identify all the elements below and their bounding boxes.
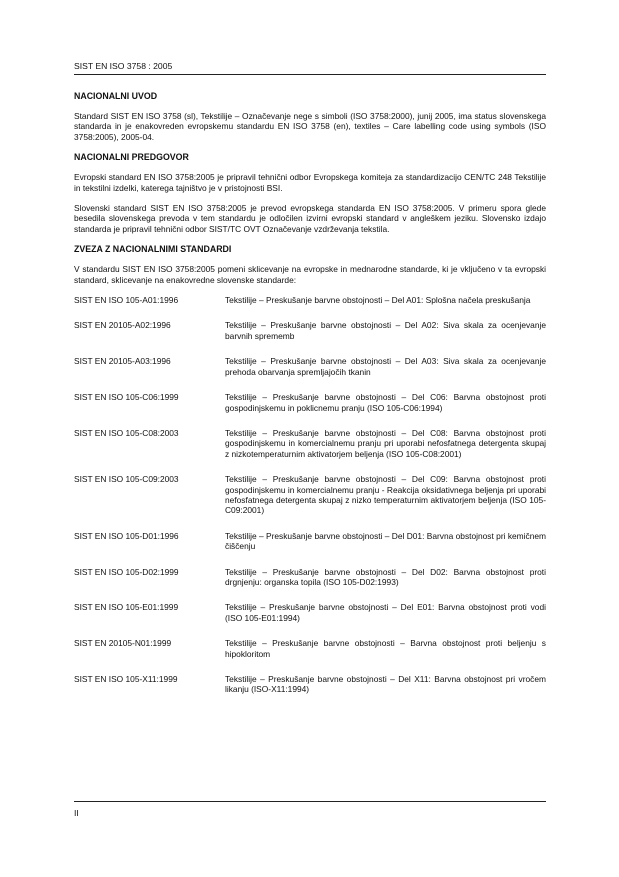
standard-code: SIST EN 20105-A02:1996 <box>74 320 171 331</box>
document-content <box>74 91 546 710</box>
standard-title: Tekstilije – Preskušanje barvne obstojnosti – Del A03: Siva skala za ocenjevanje prehoda obarvanja spremljajočih tkanin <box>225 356 546 377</box>
standard-title: Tekstilije – Preskušanje barvne obstojnosti – Del D01: Barvna obstojnost pri kemičnem čiščenju <box>225 530 546 552</box>
paragraph: Slovenski standard SIST EN ISO 3758:2005 je prevod evropskega standarda EN ISO 3758:2005. V primeru spora glede besedila slovenskega prevoda v tem standardu je odločilen izvirni evropski standard v angleškem jeziku. Slovensko izdajo standarda je pripravil tehnični odbor SIST/TC OVT Označevanje vzdrževanja tekstila. <box>74 203 546 234</box>
page-number: II <box>74 808 79 818</box>
standard-title: Tekstilije – Preskušanje barvne obstojnosti – Del A02: Siva skala za ocenjevanje barvnih sprememb <box>225 320 546 341</box>
header-rule <box>74 74 546 75</box>
standard-code: SIST EN ISO 105-D01:1996 <box>74 530 179 541</box>
standard-title: Tekstilije – Preskušanje barvne obstojnosti – Del D02: Barvna obstojnost proti drgnjenju: organska topila (ISO 105-D02:1993) <box>225 566 546 587</box>
standard-title: Tekstilije – Preskušanje barvne obstojnosti – Barvna obstojnost proti beljenju s hipokloritom <box>225 638 546 659</box>
standard-row <box>74 531 546 552</box>
standard-row <box>74 392 546 413</box>
standard-title: Tekstilije – Preskušanje barvne obstojnosti – Del X11: Barvna obstojnost pri vročem likanju (ISO-X11:1994) <box>225 674 546 695</box>
section-heading: ZVEZA Z NACIONALNIMI STANDARDI <box>74 244 232 255</box>
section-zveza-z-nacionalnimi-standardi <box>74 244 546 695</box>
standard-title: Tekstilije – Preskušanje barvne obstojnosti – Del A01: Splošna načela preskušanja <box>225 295 531 306</box>
standard-code: SIST EN ISO 105-C06:1999 <box>74 392 179 403</box>
standards-list <box>74 295 546 695</box>
standard-row <box>74 602 546 623</box>
standard-title: Tekstilije – Preskušanje barvne obstojnosti – Del E01: Barvna obstojnost proti vodi (ISO 105-E01:1994) <box>225 602 546 623</box>
standard-row <box>74 320 546 341</box>
standard-code: SIST EN ISO 105-X11:1999 <box>74 674 178 684</box>
section-nacionalni-predgovor <box>74 152 546 234</box>
standard-title: Tekstilije – Preskušanje barvne obstojnosti – Del C09: Barvna obstojnost proti gospodinjskemu in komercialnemu pranju - Reakcija oksidativnega beljenja pri uporabi nefosfatnega detergenta skupaj z nizko temperaturnim aktivatorjem beljenja (ISO 105-C09:2001) <box>225 474 546 516</box>
standard-title: Tekstilije – Preskušanje barvne obstojnosti – Del C08: Barvna obstojnost proti gospodinjskemu in komercialnemu pranju pri uporabi nefosfatnega detergenta skupaj z nizkotemperaturnim aktivatorjem beljenja (ISO 105-C08:2001) <box>225 427 546 459</box>
standard-row <box>74 567 546 588</box>
paragraph: V standardu SIST EN ISO 3758:2005 pomeni sklicevanje na evropske in mednarodne standarde, ki je vključeno v ta evropski standard, sklicevanje na enakovredne slovenske standarde: <box>74 264 546 285</box>
document-header: SIST EN ISO 3758 : 2005 <box>74 61 173 71</box>
standard-code: SIST EN ISO 105-C09:2003 <box>74 474 179 485</box>
standard-code: SIST EN ISO 105-D02:1999 <box>74 566 179 577</box>
standard-row <box>74 638 546 659</box>
standard-row <box>74 356 546 377</box>
footer-rule <box>74 801 546 802</box>
standard-row <box>74 295 546 305</box>
section-heading: NACIONALNI PREDGOVOR <box>74 152 189 163</box>
section-heading: NACIONALNI UVOD <box>74 91 158 101</box>
standard-code: SIST EN ISO 105-E01:1999 <box>74 602 179 613</box>
paragraph: Standard SIST EN ISO 3758 (sl), Tekstilije – Označevanje nege s simboli (ISO 3758:2000), junij 2005, ima status slovenskega standarda in je enakovreden evropskemu standardu EN ISO 3758 (en), textiles – Care labelling code using symbols (ISO 3758:2005), 2005-04. <box>74 111 546 142</box>
section-nacionalni-uvod <box>74 91 546 142</box>
paragraph: Evropski standard EN ISO 3758:2005 je pripravil tehnični odbor Evropskega komiteja za standardizacijo CEN/TC 248 Tekstilije in tekstilni izdelki, katerega tajništvo je v pristojnosti BSI. <box>74 172 546 193</box>
standard-code: SIST EN 20105-A03:1996 <box>74 356 171 367</box>
standard-code: SIST EN ISO 105-A01:1996 <box>74 295 179 306</box>
standard-title: Tekstilije – Preskušanje barvne obstojnosti – Del C06: Barvna obstojnost proti gospodinjskemu in poklicnemu pranju (ISO 105-C06:1994) <box>225 392 546 413</box>
standard-code: SIST EN 20105-N01:1999 <box>74 638 172 649</box>
standard-row <box>74 428 546 459</box>
standard-row <box>74 474 546 516</box>
standard-code: SIST EN ISO 105-C08:2003 <box>74 427 179 438</box>
standard-row <box>74 674 546 695</box>
